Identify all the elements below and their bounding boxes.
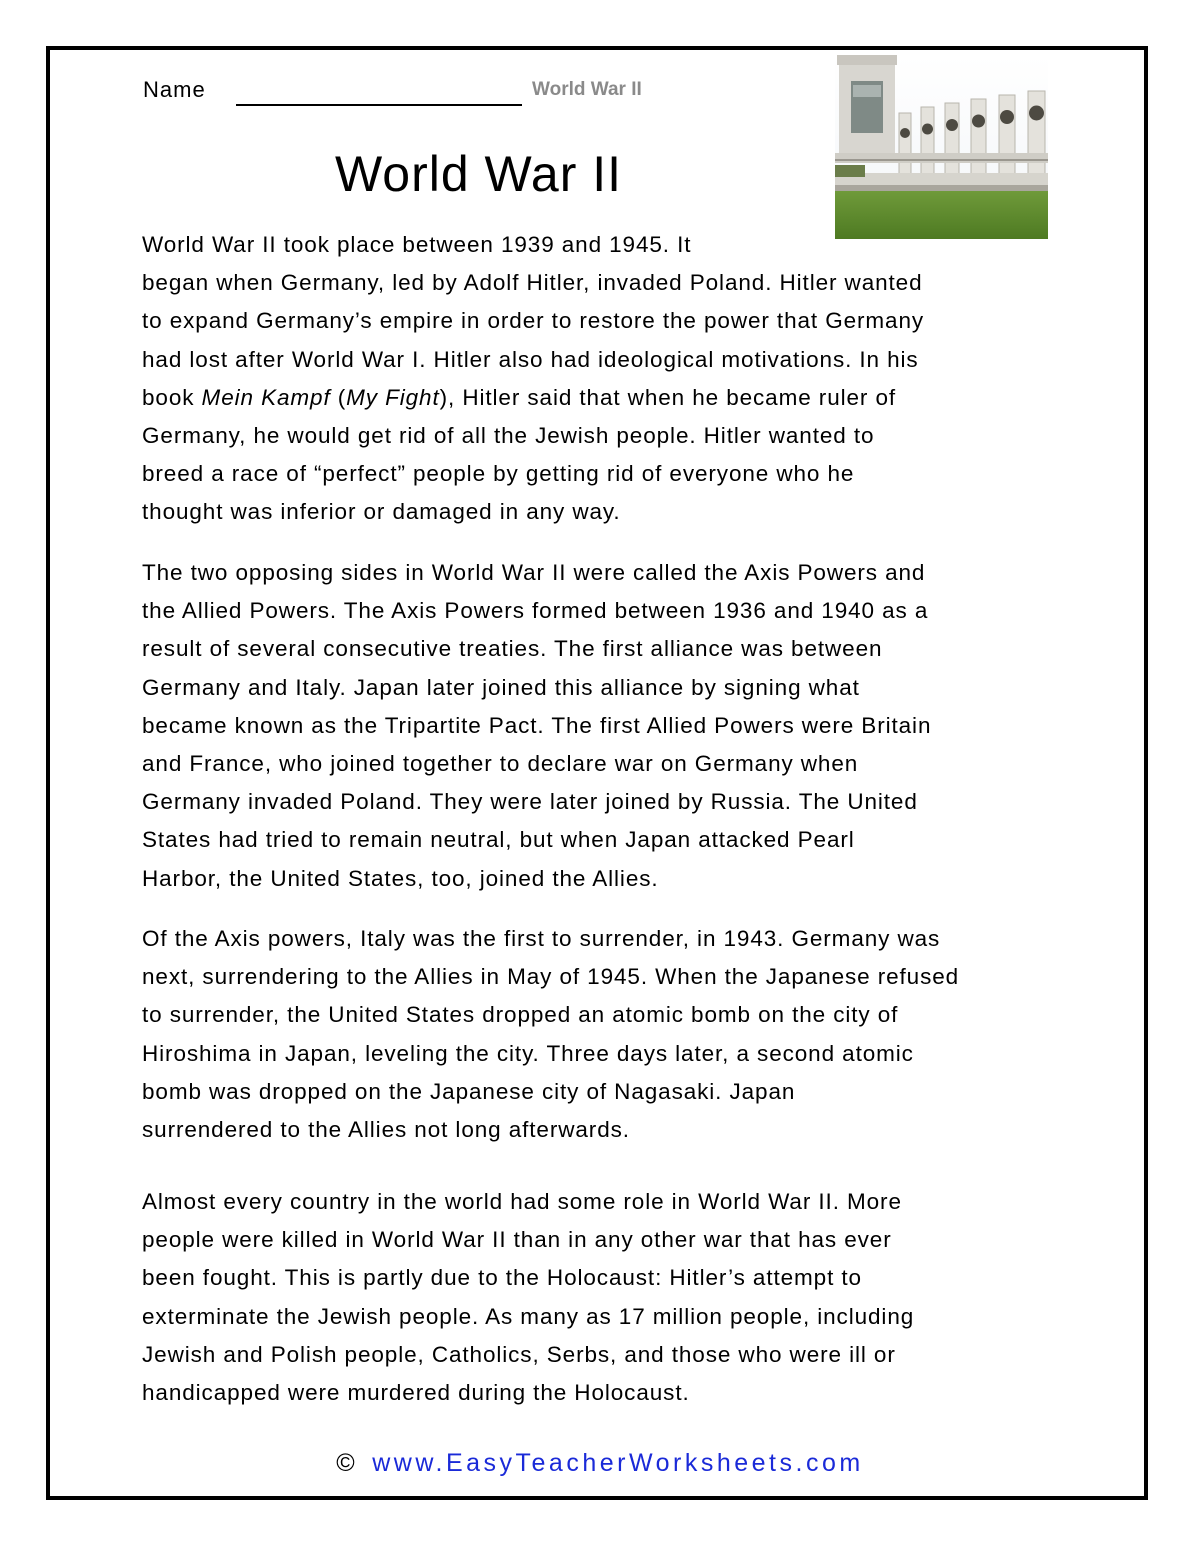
text-line: to expand Germany’s empire in order to restore the power that Germany: [142, 308, 925, 334]
name-label: Name: [143, 77, 206, 102]
book-title: Mein Kampf: [201, 384, 331, 410]
text-line: been fought. This is partly due to the Holocaust: Hitler’s attempt to: [142, 1265, 862, 1291]
text-line: surrendered to the Allies not long afterwards.: [142, 1117, 630, 1143]
copyright-symbol: ©: [336, 1449, 359, 1477]
text-line: Jewish and Polish people, Catholics, Serbs, and those who were ill or: [142, 1341, 896, 1367]
text-line: exterminate the Jewish people. As many as 17 million people, including: [142, 1303, 915, 1329]
text-line: Germany, he would get rid of all the Jewish people. Hitler wanted to: [142, 423, 875, 449]
text-run: (: [330, 384, 347, 410]
header-title: World War II: [532, 79, 642, 100]
text-line: result of several consecutive treaties. The first alliance was between: [142, 636, 883, 662]
text-line: The two opposing sides in World War II were called the Axis Powers and: [142, 560, 926, 585]
text-line: next, surrendering to the Allies in May of 1945. When the Japanese refused: [142, 964, 960, 990]
text-line: thought was inferior or damaged in any way.: [142, 499, 621, 525]
name-input-line[interactable]: [236, 104, 522, 106]
text-line: became known as the Tripartite Pact. The first Allied Powers were Britain: [142, 712, 932, 738]
text-line: Germany and Italy. Japan later joined this alliance by signing what: [142, 674, 860, 700]
text-line: the Allied Powers. The Axis Powers formed between 1936 and 1940 as a: [142, 598, 929, 624]
text-run: ), Hitler said that when he became ruler of: [439, 384, 897, 410]
text-line: began when Germany, led by Adolf Hitler, invaded Poland. Hitler wanted: [142, 270, 923, 296]
paragraph-2: [142, 554, 1062, 898]
text-line: States had tried to remain neutral, but when Japan attacked Pearl: [142, 827, 855, 853]
text-line: Almost every country in the world had some role in World War II. More: [142, 1189, 902, 1214]
text-line: Germany invaded Poland. They were later joined by Russia. The United: [142, 789, 918, 815]
footer: [0, 1449, 1200, 1478]
text-line: to surrender, the United States dropped an atomic bomb on the city of: [142, 1002, 899, 1028]
text-line: bomb was dropped on the Japanese city of Nagasaki. Japan: [142, 1078, 796, 1104]
text-line: breed a race of “perfect” people by getting rid of everyone who he: [142, 461, 855, 487]
text-line: and France, who joined together to declare war on Germany when: [142, 751, 859, 777]
memorial-photo: [835, 55, 1048, 239]
page-title: World War II: [335, 146, 623, 202]
paragraph-3: [142, 920, 1062, 1149]
text-line: Hiroshima in Japan, leveling the city. Three days later, a second atomic: [142, 1040, 914, 1066]
text-line: Of the Axis powers, Italy was the first to surrender, in 1943. Germany was: [142, 926, 941, 951]
text-line: people were killed in World War II than in any other war that has ever: [142, 1227, 892, 1253]
text-line: had lost after World War I. Hitler also had ideological motivations. In his: [142, 346, 919, 372]
text-line: World War II took place between 1939 and 1945. It: [142, 232, 692, 257]
paragraph-4: [142, 1183, 1062, 1412]
text-line: handicapped were murdered during the Holocaust.: [142, 1380, 690, 1406]
text-run: book: [142, 384, 202, 410]
book-title-translation: My Fight: [346, 384, 440, 410]
paragraph-1: [142, 226, 1062, 532]
text-line: [142, 379, 1062, 417]
text-line: Harbor, the United States, too, joined the Allies.: [142, 865, 659, 891]
website-link[interactable]: www.EasyTeacherWorksheets.com: [372, 1449, 864, 1477]
